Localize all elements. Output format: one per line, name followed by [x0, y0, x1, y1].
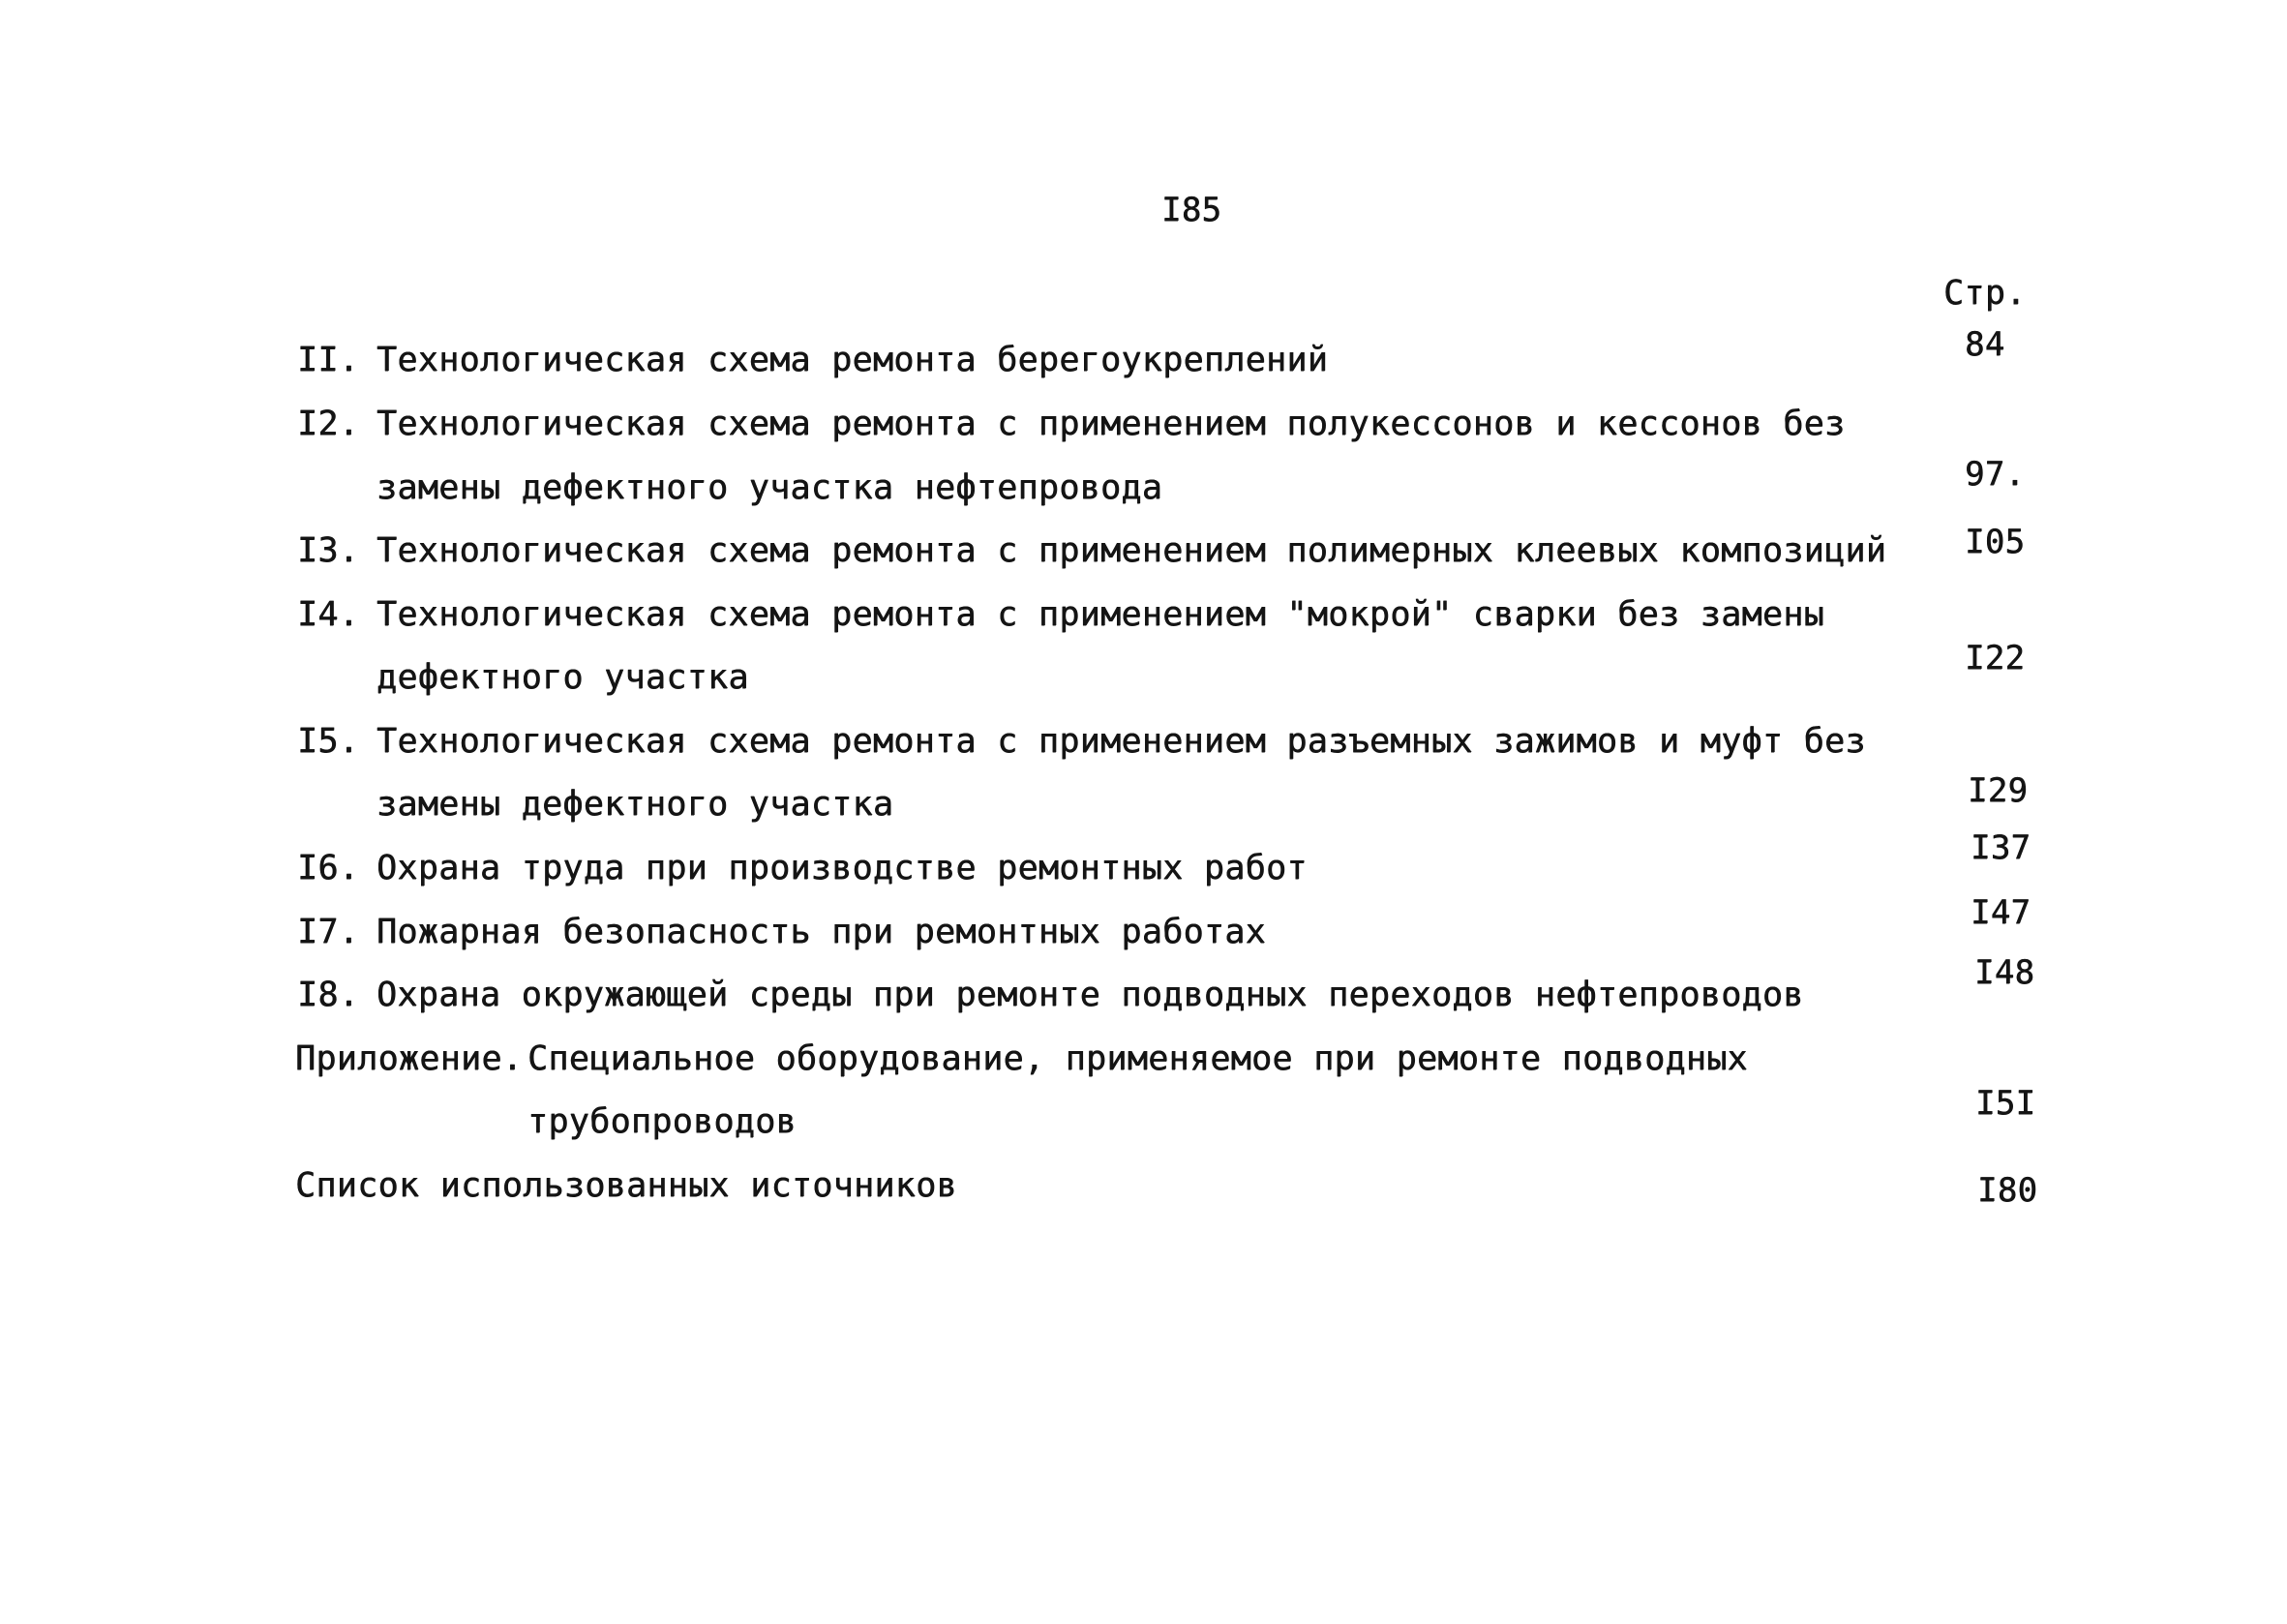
entry-title-line: Технологическая схема ремонта с применением разъемных зажимов и муфт без [376, 722, 1866, 761]
entry-title-line: трубопроводов [527, 1102, 797, 1141]
entry-number: I2. [297, 405, 360, 443]
entry-number: I7. [297, 913, 360, 951]
entry-title-line: Технологическая схема ремонта с применением "мокрой" сварки без замены [376, 595, 1825, 634]
entry-title-line: замены дефектного участка нефтепровода [376, 468, 1163, 507]
entry-title-line: Специальное оборудование, применяемое при ремонте подводных [527, 1039, 1748, 1078]
entry-page: I5I [1975, 1084, 2036, 1123]
entry-title-line: Технологическая схема ремонта берегоукреплений [376, 341, 1329, 379]
entry-page: I05 [1965, 523, 2026, 561]
entry-page: I22 [1965, 639, 2026, 677]
entry-title-line: дефектного участка [376, 658, 749, 697]
entry-page: I29 [1968, 771, 2029, 810]
entry-number: I5. [297, 722, 360, 761]
entry-page: I48 [1974, 953, 2035, 992]
entry-number: I6. [297, 849, 360, 887]
entry-number: Приложение. [295, 1039, 524, 1078]
entry-title-line: замены дефектного участка [376, 785, 894, 824]
entry-title-line: Список использованных источников [295, 1166, 957, 1205]
entry-page: I80 [1977, 1171, 2038, 1210]
page-column-header: Стр. [1943, 274, 2027, 313]
entry-title-line: Технологическая схема ремонта с применением полукессонов и кессонов без [376, 405, 1846, 443]
entry-page: I47 [1971, 893, 2031, 932]
entry-number: I4. [297, 595, 360, 634]
page-number: I85 [1161, 191, 1222, 229]
entry-number: I8. [297, 976, 360, 1014]
entry-number: I3. [297, 531, 360, 570]
entry-title-line: Охрана окружающей среды при ремонте подводных переходов нефтепроводов [376, 976, 1804, 1014]
entry-title-line: Охрана труда при производстве ремонтных работ [376, 849, 1308, 887]
entry-page: 84 [1965, 325, 2005, 364]
entry-number: II. [297, 341, 360, 379]
entry-title-line: Технологическая схема ремонта с применением полимерных клеевых композиций [376, 531, 1887, 570]
entry-title-line: Пожарная безопасность при ремонтных работах [376, 913, 1266, 951]
entry-page: 97. [1965, 455, 2026, 494]
entry-page: I37 [1971, 828, 2031, 867]
